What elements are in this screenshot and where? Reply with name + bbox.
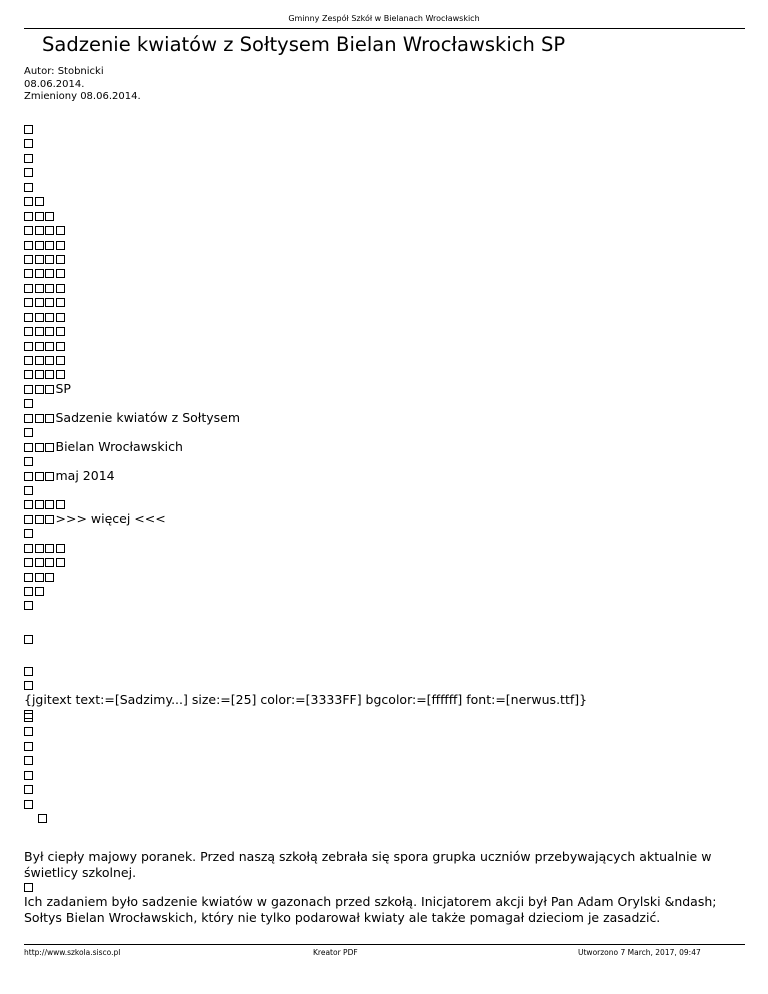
modified-line: Zmieniony 08.06.2014. (24, 91, 141, 102)
missing-glyph-box (45, 385, 54, 394)
box-line (24, 411, 240, 425)
box-line (24, 598, 240, 612)
missing-glyph-box (24, 327, 33, 336)
missing-glyph-box (35, 558, 44, 567)
missing-glyph-box (24, 601, 33, 610)
box-line (24, 454, 240, 468)
missing-glyph-box (35, 284, 44, 293)
missing-glyph-box (24, 573, 33, 582)
missing-glyph-box (35, 370, 44, 379)
missing-glyph-box (24, 284, 33, 293)
missing-glyph-box (45, 573, 54, 582)
header-divider (24, 28, 745, 29)
missing-glyph-box (24, 771, 33, 780)
box-line (24, 310, 240, 324)
missing-glyph-box (24, 385, 33, 394)
box-line-text: SP (55, 380, 71, 396)
missing-glyph-box (45, 298, 54, 307)
box-line-text: >>> więcej <<< (55, 510, 166, 526)
missing-glyph-box (45, 327, 54, 336)
missing-glyph-box (56, 313, 65, 322)
missing-glyph-box (45, 212, 54, 221)
box-line (24, 136, 240, 150)
missing-glyph-box (45, 356, 54, 365)
missing-glyph-box (24, 800, 33, 809)
missing-glyph-box (24, 356, 33, 365)
missing-glyph-box (35, 298, 44, 307)
box-line (24, 541, 240, 555)
box-line (24, 526, 240, 540)
author-line: Autor: Stobnicki (24, 66, 104, 77)
missing-glyph-box (24, 139, 33, 148)
missing-glyph-box (24, 681, 33, 690)
missing-glyph-box (24, 883, 33, 892)
missing-glyph-box (35, 573, 44, 582)
box-line (24, 570, 240, 584)
missing-glyph-box (24, 342, 33, 351)
missing-glyph-box (56, 298, 65, 307)
box-line (24, 252, 240, 266)
missing-glyph-box (45, 226, 54, 235)
box-line (24, 180, 240, 194)
footer-creator: Kreator PDF (313, 948, 358, 957)
box-line (24, 353, 240, 367)
missing-glyph-box (45, 544, 54, 553)
missing-glyph-box (45, 472, 54, 481)
missing-glyph-box (24, 125, 33, 134)
missing-glyph-box (24, 154, 33, 163)
box-line (24, 584, 240, 598)
missing-glyph-box (24, 500, 33, 509)
missing-glyph-box (35, 515, 44, 524)
box-line-text: maj 2014 (55, 467, 115, 483)
missing-glyph-box (35, 226, 44, 235)
box-line (24, 425, 240, 439)
missing-glyph-box (35, 327, 44, 336)
box-line (24, 396, 240, 410)
missing-glyph-box (45, 414, 54, 423)
footer-created: Utworzono 7 March, 2017, 09:47 (578, 948, 701, 957)
box-line (24, 512, 240, 526)
missing-glyph-box (24, 756, 33, 765)
missing-glyph-box (45, 284, 54, 293)
page-title: Sadzenie kwiatów z Sołtysem Bielan Wrocławskich SP (42, 33, 566, 56)
missing-glyph-box (35, 587, 44, 596)
missing-glyph-box (35, 197, 44, 206)
box-line (24, 324, 240, 338)
missing-glyph-box (45, 269, 54, 278)
missing-glyph-box (35, 414, 44, 423)
missing-glyph-box (24, 529, 33, 538)
paragraph-1: Był ciepły majowy poranek. Przed naszą szkołą zebrała się spora grupka uczniów przebywających aktualnie w świetlicy szkolnej. (24, 849, 712, 880)
missing-glyph-box (56, 255, 65, 264)
footer-divider (24, 944, 745, 945)
box-line (24, 209, 240, 223)
missing-glyph-box (24, 428, 33, 437)
box-line (24, 382, 240, 396)
missing-glyph-box (24, 197, 33, 206)
missing-glyph-box (56, 284, 65, 293)
box-line (24, 165, 240, 179)
missing-glyph-box (35, 443, 44, 452)
date-line: 08.06.2014. (24, 78, 85, 90)
missing-glyph-box (24, 544, 33, 553)
missing-glyph-box (38, 814, 47, 823)
box-line-text: Sadzenie kwiatów z Sołtysem (55, 409, 241, 425)
missing-glyph-box (35, 342, 44, 351)
missing-glyph-box (56, 269, 65, 278)
missing-glyph-box (24, 183, 33, 192)
missing-glyph-box (56, 558, 65, 567)
missing-glyph-box (24, 414, 33, 423)
missing-glyph-box (45, 515, 54, 524)
box-line (24, 194, 240, 208)
footer-url: http://www.szkola.sisco.pl (24, 948, 121, 957)
box-line (24, 469, 240, 483)
missing-glyph-box (56, 327, 65, 336)
missing-glyph-box (24, 255, 33, 264)
missing-glyph-box (24, 370, 33, 379)
missing-glyph-box (56, 370, 65, 379)
missing-glyph-box (24, 558, 33, 567)
missing-glyph-box (45, 443, 54, 452)
missing-glyph-box (56, 226, 65, 235)
box-line (24, 339, 240, 353)
box-glyph-lines-2 (24, 710, 49, 826)
missing-glyph-box (24, 212, 33, 221)
box-line (24, 223, 240, 237)
missing-glyph-box (45, 241, 54, 250)
missing-glyph-box (45, 558, 54, 567)
box-line (24, 122, 240, 136)
box-line (24, 483, 240, 497)
box-glyph-line-extra (24, 632, 35, 646)
box-glyph-line-para (24, 880, 35, 894)
missing-glyph-box (24, 241, 33, 250)
missing-glyph-box (24, 313, 33, 322)
missing-glyph-box (35, 500, 44, 509)
missing-glyph-box (24, 269, 33, 278)
box-line (24, 497, 240, 511)
missing-glyph-box (24, 713, 33, 722)
missing-glyph-box (24, 226, 33, 235)
box-line (24, 281, 240, 295)
missing-glyph-box (56, 241, 65, 250)
missing-glyph-box (24, 727, 33, 736)
box-line (24, 266, 240, 280)
missing-glyph-box (45, 342, 54, 351)
missing-glyph-box (56, 500, 65, 509)
article-meta (24, 66, 141, 104)
missing-glyph-box (24, 667, 33, 676)
missing-glyph-box (35, 385, 44, 394)
box-line (24, 295, 240, 309)
missing-glyph-box (35, 255, 44, 264)
missing-glyph-box (24, 587, 33, 596)
box-line (24, 238, 240, 252)
missing-glyph-box (45, 255, 54, 264)
page-header: Gminny Zespół Szkół w Bielanach Wrocławskich (288, 14, 480, 23)
box-glyph-lines (24, 122, 240, 613)
box-line (24, 151, 240, 165)
missing-glyph-box (24, 443, 33, 452)
missing-glyph-box (35, 313, 44, 322)
missing-glyph-box (24, 168, 33, 177)
missing-glyph-box (24, 399, 33, 408)
paragraph-2: Ich zadaniem było sadzenie kwiatów w gazonach przed szkołą. Inicjatorem akcji był Pan Adam Orylski &ndash; Sołtys Bielan Wrocławskich, który nie tylko podarował kwiaty ale także pomagał dzieciom je zasadzić. (24, 894, 717, 925)
missing-glyph-box (24, 457, 33, 466)
missing-glyph-box (24, 742, 33, 751)
jgitext-code: {jgitext text:=[Sadzimy...] size:=[25] color:=[3333FF] bgcolor:=[ffffff] font:=[nerwus.ttf]} (24, 691, 588, 707)
missing-glyph-box (24, 486, 33, 495)
missing-glyph-box (35, 544, 44, 553)
missing-glyph-box (35, 241, 44, 250)
missing-glyph-box (24, 635, 33, 644)
missing-glyph-box (45, 500, 54, 509)
missing-glyph-box (35, 269, 44, 278)
missing-glyph-box (24, 515, 33, 524)
box-line (24, 555, 240, 569)
missing-glyph-box (45, 313, 54, 322)
box-line-text: Bielan Wrocławskich (55, 438, 183, 454)
box-line (24, 440, 240, 454)
missing-glyph-box (24, 298, 33, 307)
box-line (24, 367, 240, 381)
missing-glyph-box (24, 785, 33, 794)
missing-glyph-box (24, 472, 33, 481)
missing-glyph-box (56, 356, 65, 365)
missing-glyph-box (35, 472, 44, 481)
missing-glyph-box (56, 342, 65, 351)
missing-glyph-box (35, 212, 44, 221)
missing-glyph-box (56, 544, 65, 553)
missing-glyph-box (35, 356, 44, 365)
missing-glyph-box (45, 370, 54, 379)
jgitext-block (24, 664, 587, 722)
